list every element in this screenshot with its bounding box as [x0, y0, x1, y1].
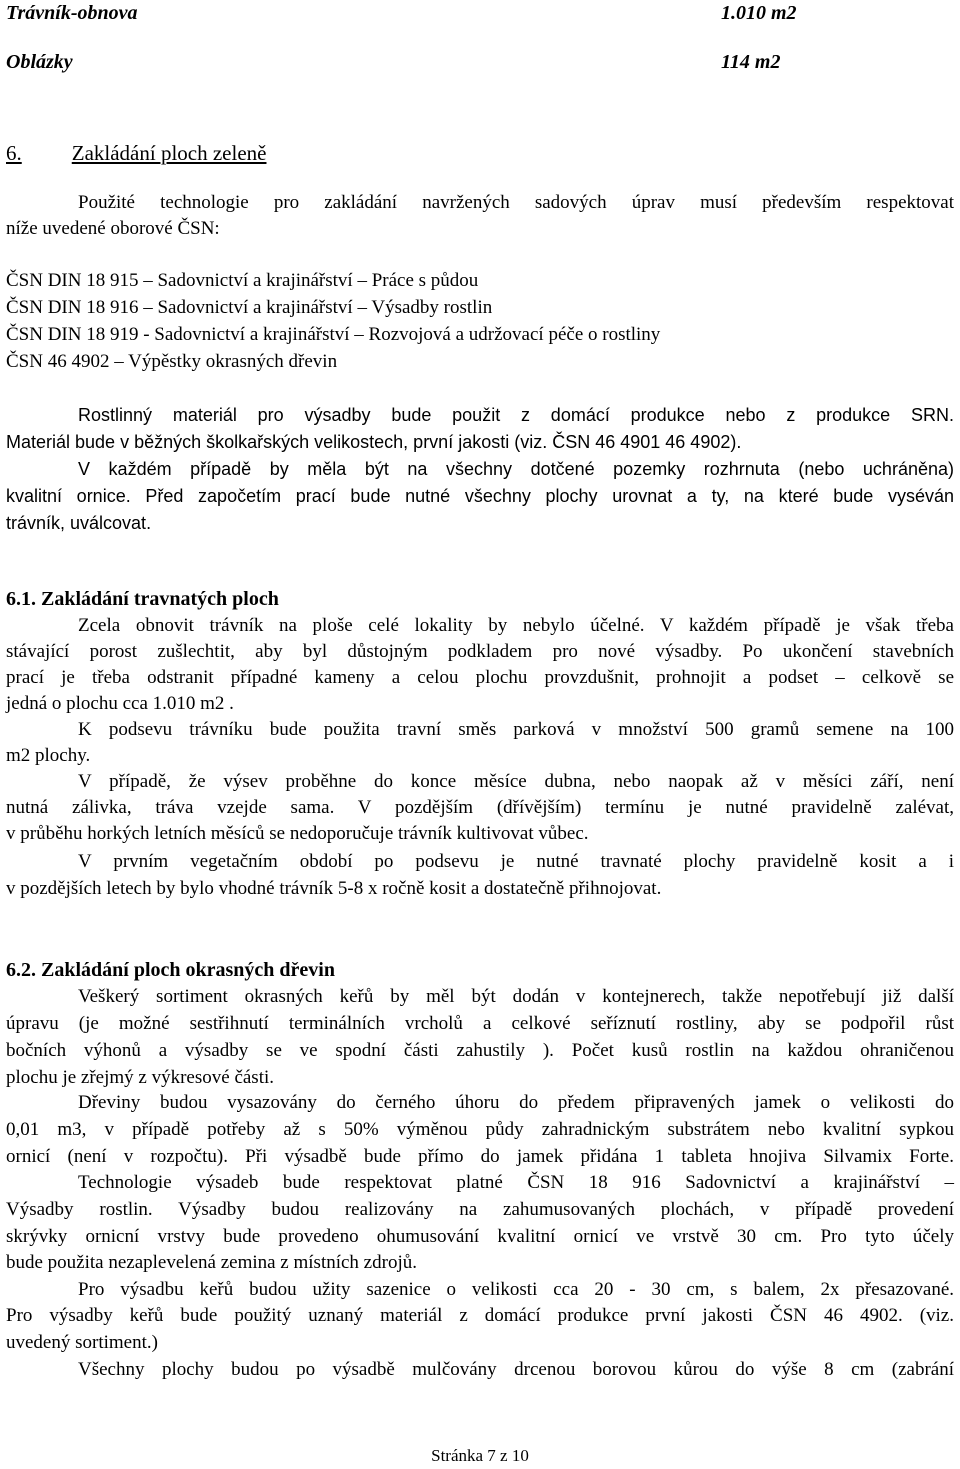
- section-6-number: 6.: [6, 141, 22, 165]
- s61-line: V prvním vegetačním období po podsevu je nutné travnaté plochy pravidelně kosit a i: [78, 851, 954, 872]
- section-6-heading: [6, 140, 266, 166]
- s62-line: Pro výsadby keřů bude použitý uznaný materiál z domácí produkce první jakosti ČSN 46 4902. (viz.: [6, 1305, 954, 1326]
- s61-line: jedná o plochu cca 1.010 m2 .: [6, 693, 234, 714]
- intro-line-1: Použité technologie pro zakládání navržených sadových úprav musí především respektovat: [78, 192, 954, 213]
- s62-line: Pro výsadbu keřů budou užity sazenice o velikosti cca 20 - 30 cm, s balem, 2x přesazované.: [78, 1279, 954, 1300]
- intro-line-2: níže uvedené oborové ČSN:: [6, 218, 220, 239]
- standard-item: ČSN DIN 18 915 – Sadovnictví a krajinářství – Práce s půdou: [6, 270, 479, 291]
- section-6-title: Zakládání ploch zeleně: [71, 141, 267, 165]
- s62-line: ornicí (není v rozpočtu). Při výsadbě bude přímo do jamek přidána 1 tableta hnojiva Silvamix Forte.: [6, 1146, 954, 1167]
- material-line-5: trávník, uválcovat.: [6, 513, 152, 533]
- s62-line: uvedený sortiment.): [6, 1332, 158, 1353]
- s61-line: prací je třeba odstranit případné kameny a celou plochu provzdušnit, prohnojit a podset – celkově se: [6, 667, 954, 688]
- section-61-heading: [6, 586, 279, 612]
- area-label-travnik: Trávník-obnova: [6, 2, 138, 24]
- s61-line: v pozdějších letech by bylo vhodné trávník 5-8 x ročně kosit a dostatečně přihnojovat.: [6, 878, 662, 899]
- s61-line: m2 plochy.: [6, 745, 91, 766]
- s62-line: bočních výhonů a výsadby se ve spodní části zahustily ). Počet kusů rostlin na každou ohraničenou: [6, 1040, 954, 1061]
- material-line-1: Rostlinný materiál pro výsadby bude použit z domácí produkce nebo z produkce SRN.: [78, 405, 954, 425]
- section-62-number: 6.2.: [6, 959, 36, 981]
- s62-line: skrývky ornicní vrstvy bude provedeno ohumusování kvalitní ornicí ve vrstvě 30 cm. Pro tyto účely: [6, 1226, 954, 1247]
- s61-line: nutná zálivka, tráva vzejde sama. V pozdějším (dřívějším) termínu je nutné pravidelně zalévat,: [6, 797, 954, 818]
- standard-item: ČSN 46 4902 – Výpěstky okrasných dřevin: [6, 351, 338, 372]
- standard-item: ČSN DIN 18 919 - Sadovnictví a krajinářství – Rozvojová a udržovací péče o rostliny: [6, 324, 661, 345]
- s62-line: plochu je zřejmý z výkresové části.: [6, 1067, 275, 1088]
- section-61-number: 6.1.: [6, 588, 36, 610]
- s62-line: 0,01 m3, v případě potřeby až s 50% výměnou půdy zahradnickým substrátem nebo kvalitní sypkou: [6, 1119, 954, 1140]
- area-value-oblazky: 114 m2: [721, 51, 781, 73]
- s61-line: K podsevu trávníku bude použita travní směs parková v množství 500 gramů semene na 100: [78, 719, 954, 740]
- material-line-2: Materiál bude v běžných školkařských velikostech, první jakosti (viz. ČSN 46 4901 46 4902).: [6, 432, 742, 452]
- section-61-title: Zakládání travnatých ploch: [41, 588, 279, 610]
- s62-line: Všechny plochy budou po výsadbě mulčovány drcenou borovou kůrou do výše 8 cm (zabrání: [78, 1359, 954, 1380]
- s62-line: Dřeviny budou vysazovány do černého úhoru do předem připravených jamek o velikosti do: [78, 1092, 954, 1113]
- s61-line: stávající porost zušlechtit, aby byl důstojným podkladem pro nové výsadby. Po ukončení stavebních: [6, 641, 954, 662]
- s61-line: Zcela obnovit trávník na ploše celé lokality by nebylo účelné. V každém případě je však třeba: [78, 615, 954, 636]
- s61-line: V případě, že výsev proběhne do konce měsíce dubna, nebo naopak až v měsíci září, není: [78, 771, 954, 792]
- s62-line: Veškerý sortiment okrasných keřů by měl být dodán v kontejnerech, takže nepotřebují již další: [78, 986, 954, 1007]
- section-62-title: Zakládání ploch okrasných dřevin: [41, 959, 335, 981]
- material-line-3: V každém případě by měla být na všechny dotčené pozemky rozhrnuta (nebo uchráněna): [78, 459, 954, 479]
- s61-line: v průběhu horkých letních měsíců se nedoporučuje trávník kultivovat vůbec.: [6, 823, 589, 844]
- section-62-heading: [6, 957, 335, 983]
- s62-line: Výsadby rostlin. Výsadby budou realizovány na zahumusovaných plochách, v případě provedení: [6, 1199, 954, 1220]
- s62-line: bude použita nezaplevelená zemina z místních zdrojů.: [6, 1252, 417, 1273]
- s62-line: Technologie výsadeb bude respektovat platné ČSN 18 916 Sadovnictví a krajinářství –: [78, 1172, 954, 1193]
- standard-item: ČSN DIN 18 916 – Sadovnictví a krajinářství – Výsadby rostlin: [6, 297, 493, 318]
- material-line-4: kvalitní ornice. Před započetím prací bude nutné všechny plochy urovnat a ty, na které bude vyséván: [6, 486, 954, 506]
- area-value-travnik: 1.010 m2: [721, 2, 797, 24]
- area-label-oblazky: Oblázky: [6, 51, 73, 73]
- s62-line: úpravu (je možné sestřihnutí terminálních vrcholů a celkové seříznutí rostliny, aby se podpořil růst: [6, 1013, 954, 1034]
- page-number: Stránka 7 z 10: [431, 1446, 529, 1465]
